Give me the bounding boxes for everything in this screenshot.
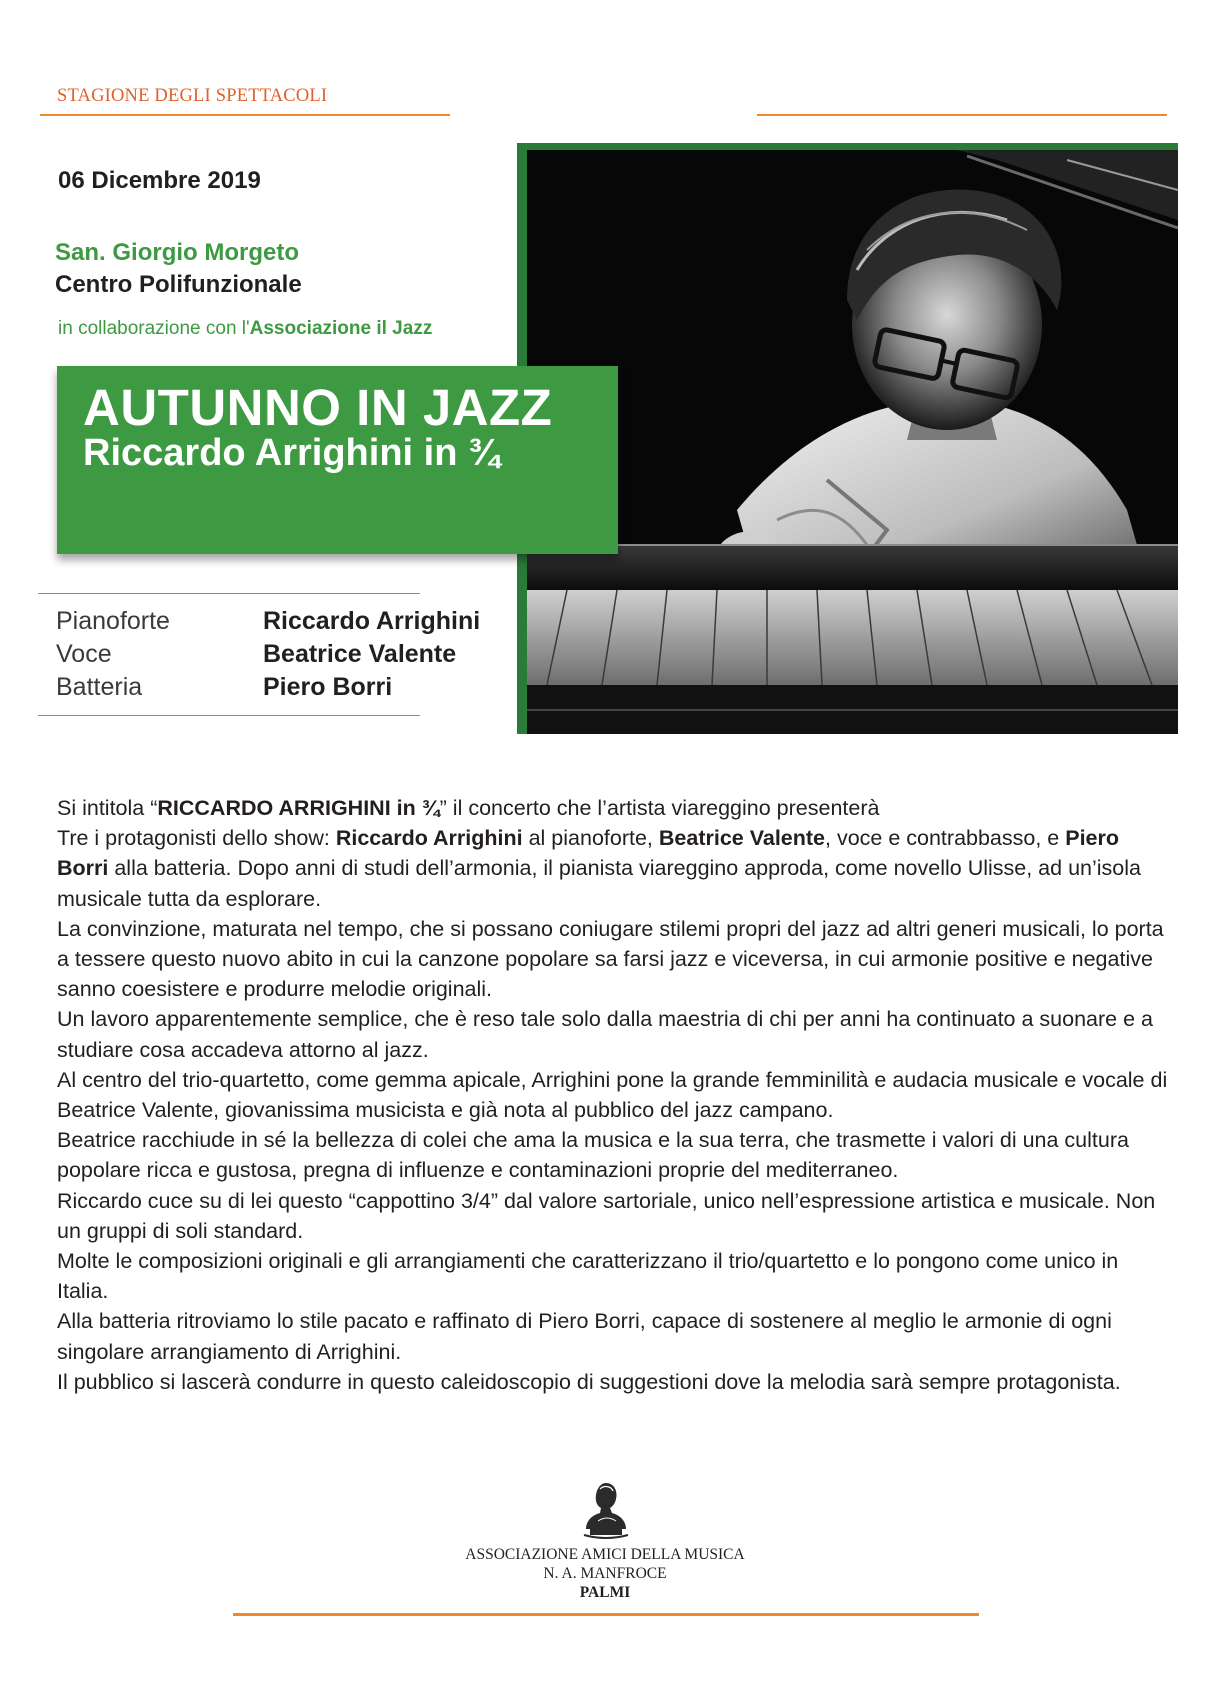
lineup-rule-top [38, 593, 420, 594]
lineup-role: Batteria [56, 673, 143, 701]
article-paragraph: Al centro del trio-quartetto, come gemma apicale, Arrighini pone la grande femminilità e audacia musicale e vocale di Beatrice Valente, giovanissima musicista e già nota al pubblico del jazz campano. [57, 1067, 1168, 1123]
lineup-role: Pianoforte [56, 607, 170, 635]
collaboration-note [58, 318, 432, 340]
article-paragraph: Il pubblico si lascerà condurre in questo caleidoscopio di suggestioni dove la melodia sarà sempre protagonista. [57, 1369, 1121, 1394]
footer-rule [233, 1613, 979, 1616]
event-place: San. Giorgio Morgeto [55, 239, 299, 266]
header-rule-left [40, 114, 450, 116]
lineup-role: Voce [56, 640, 112, 668]
footer-association: ASSOCIAZIONE AMICI DELLA MUSICA [465, 1546, 745, 1563]
article-paragraph: Riccardo cuce su di lei questo “cappottino 3/4” dal valore sartoriale, unico nell’espressione artistica e musicale. Non un gruppi di soli standard. [57, 1188, 1156, 1243]
lineup-name: Riccardo Arrighini [263, 607, 481, 635]
event-title: AUTUNNO IN JAZZ [83, 379, 553, 436]
collaboration-partner: Associazione il Jazz [249, 318, 433, 339]
lineup-name: Beatrice Valente [263, 640, 457, 668]
lineup-name: Piero Borri [263, 673, 393, 701]
article-paragraph: Un lavoro apparentemente semplice, che è reso tale solo dalla maestria di chi per anni ha continuato a suonare e a studiare cosa accadeva attorno al jazz. [57, 1007, 1153, 1062]
pianist-photo-illustration [527, 150, 1178, 734]
article-paragraph: Molte le composizioni originali e gli arrangiamenti che caratterizzano il trio/quartetto e lo pongono come unico in Italia. [57, 1249, 1119, 1304]
article-paragraph: Tre i protagonisti dello show: Riccardo Arrighini al pianoforte, Beatrice Valente, voce e contrabbasso, e Piero Borri alla batteria. Dopo anni di studi dell’armonia, il pianista viareggino approda, come novello Ulisse, ad un’isola musicale tutta da esplorare. [57, 826, 1141, 911]
header-rule-right [757, 114, 1167, 116]
season-label: STAGIONE DEGLI SPETTACOLI [57, 86, 328, 106]
event-venue: Centro Polifunzionale [55, 271, 302, 298]
article-paragraph: Si intitola “RICCARDO ARRIGHINI in ¾” il concerto che l’artista viareggino presenterà [57, 796, 880, 820]
footer-city: PALMI [579, 1584, 631, 1601]
article-body [57, 793, 1172, 1397]
bust-logo-icon [576, 1477, 636, 1541]
collaboration-prefix: in collaborazione con l' [58, 318, 250, 339]
article-paragraph: La convinzione, maturata nel tempo, che si possano coniugare stilemi propri del jazz ad altri generi musicali, lo porta a tessere questo nuovo abito in cui la canzone popolare sa farsi jazz e viceversa, in cui armonie positive e negative sanno coesistere e produrre melodie originali. [57, 916, 1164, 1002]
event-date: 06 Dicembre 2019 [58, 167, 261, 194]
event-subtitle: Riccardo Arrighini in ¾ [83, 432, 500, 474]
article-paragraph: Alla batteria ritroviamo lo stile pacato e raffinato di Piero Borri, capace di sostenere al meglio le armonie di ogni singolare arrangiamento di Arrighini. [57, 1309, 1112, 1364]
article-paragraph: Beatrice racchiude in sé la bellezza di colei che ama la musica e la sua terra, che trasmette i valori di una cultura popolare ricca e gustosa, pregna di influenze e contaminazioni proprie del mediterraneo. [57, 1128, 1129, 1183]
lineup-rule-bottom [38, 715, 420, 716]
pianist-photo [527, 150, 1178, 734]
footer-association-name: N. A. MANFROCE [543, 1565, 667, 1582]
